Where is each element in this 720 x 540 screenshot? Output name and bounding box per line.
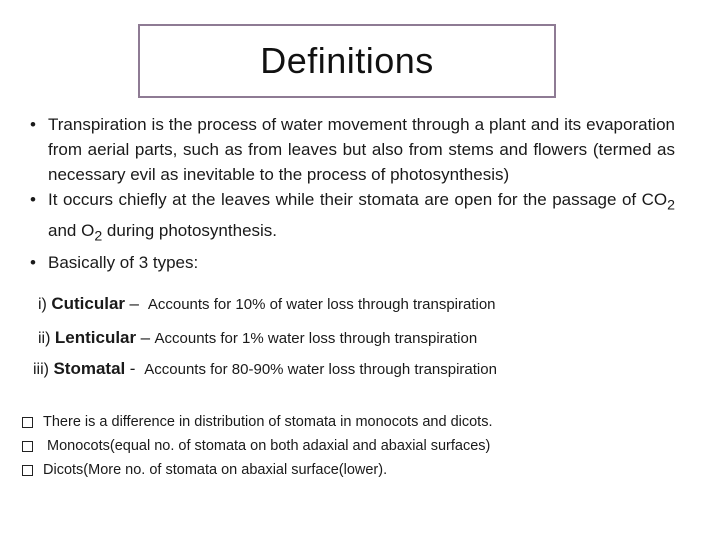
type-description: Accounts for 1% water loss through transpiration xyxy=(154,330,478,347)
type-name: Cuticular xyxy=(51,294,126,313)
checklist-text: There is a difference in distribution of stomata in monocots and dicots. xyxy=(43,414,493,430)
type-number: ii) xyxy=(38,330,51,347)
type-name: Lenticular xyxy=(54,328,137,347)
type-description: Accounts for 10% of water loss through transpiration xyxy=(147,296,496,313)
bullet-dot-icon: • xyxy=(30,252,36,272)
type-dash: – xyxy=(129,294,139,313)
checklist-item xyxy=(22,434,492,458)
type-description: Accounts for 80-90% water loss through transpiration xyxy=(144,361,497,378)
bullet-occurrence xyxy=(30,187,675,250)
type-number: i) xyxy=(38,296,47,313)
checkbox-bullet-icon xyxy=(22,417,33,428)
checklist-item xyxy=(22,410,492,434)
checklist-text: Dicots(More no. of stomata on abaxial surface(lower). xyxy=(43,462,388,478)
type-item-stomatal xyxy=(33,359,497,379)
bullet-text-part: It occurs chiefly at the leaves while their stomata are open for the passage of CO xyxy=(48,190,668,209)
checklist-item xyxy=(22,458,492,482)
type-dash: - xyxy=(129,359,136,378)
bullet-text-part: and O xyxy=(48,221,95,241)
type-number: iii) xyxy=(33,361,49,378)
bullet-list xyxy=(30,112,675,275)
bullet-text xyxy=(48,187,675,250)
bullet-text: Transpiration is the process of water movement through a plant and its evaporation from aerial parts, such as from leaves but also from stems and flowers (termed as necessary evil as inevitable to the process of photosynthesis) xyxy=(48,115,675,184)
checkbox-bullet-icon xyxy=(22,465,33,476)
checkbox-bullet-icon xyxy=(22,441,33,452)
bullet-dot-icon: • xyxy=(30,190,36,209)
bullet-definition xyxy=(30,112,675,187)
subscript: 2 xyxy=(94,228,103,245)
bullet-types xyxy=(30,250,675,275)
bullet-dot-icon: • xyxy=(30,115,36,134)
type-item-lenticular xyxy=(38,328,477,348)
type-name: Stomatal xyxy=(53,359,126,378)
bullet-text: Basically of 3 types: xyxy=(48,252,199,272)
bullet-text-part: during photosynthesis. xyxy=(102,221,278,241)
checklist xyxy=(22,410,492,482)
type-dash: – xyxy=(140,328,151,347)
slide-title: Definitions xyxy=(260,40,434,81)
checklist-text: Monocots(equal no. of stomata on both adaxial and abaxial surfaces) xyxy=(43,438,491,454)
type-item-cuticular xyxy=(38,294,496,314)
subscript: 2 xyxy=(667,197,675,214)
title-box xyxy=(138,24,556,98)
